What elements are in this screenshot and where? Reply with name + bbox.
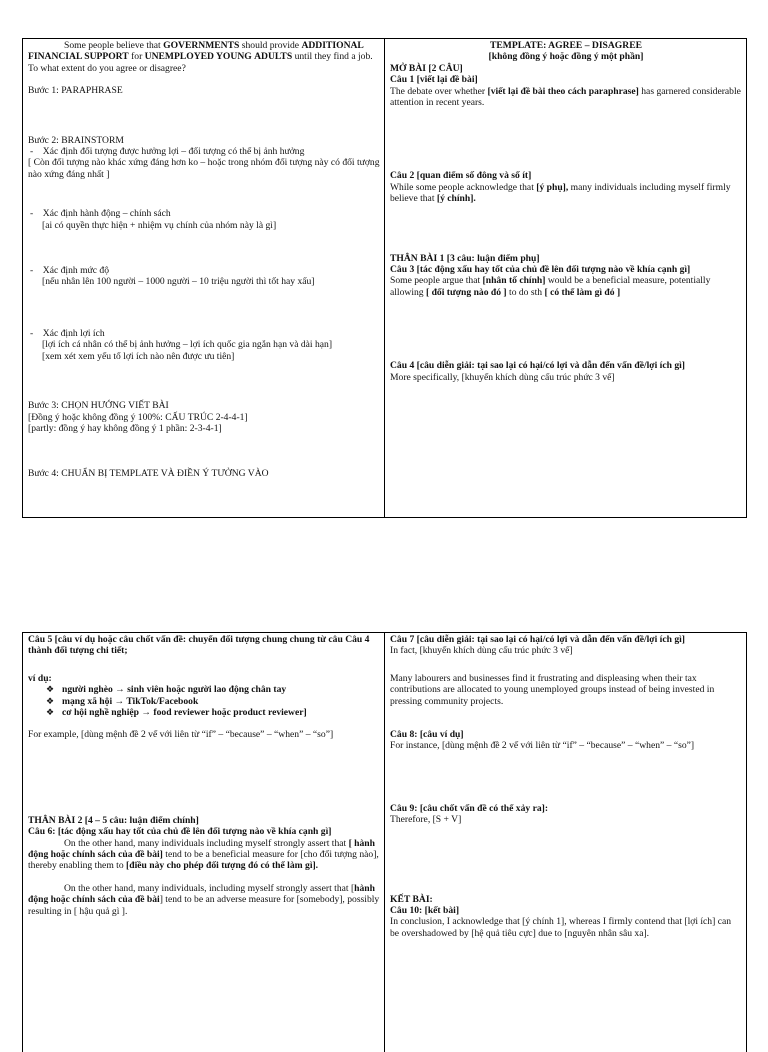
- sentence-7-sample: Many labourers and businesses find it frustrating and displeasing when their tax contributions are allocated to young unemployed groups instead of being invested in pressing community projects.: [390, 672, 715, 707]
- example-label: ví dụ:: [28, 672, 52, 684]
- example-bullet-3: ❖ cơ hội nghề nghiệp → food reviewer hoặc product reviewer]: [46, 707, 307, 719]
- essay-prompt: Some people believe that GOVERNMENTS should provide ADDITIONAL FINANCIAL SUPPORT for UNEMPLOYED YOUNG ADULTS until they find a job. To what extent do you agree or disagree?: [28, 40, 373, 74]
- sentence-4-text: More specifically, [khuyến khích dùng cấu trúc phức 3 vế]: [390, 371, 615, 383]
- sentence-4-heading: Câu 4 [câu diễn giải: tại sao lại có hại/có lợi và dẫn đến vấn đề/lợi ích gì]: [390, 360, 685, 372]
- step-2: Bước 2: BRAINSTORM: [28, 134, 124, 146]
- sentence-1-text: The debate over whether [viết lại đề bài theo cách paraphrase] has garnered considerable attention in recent years.: [390, 85, 741, 109]
- conclusion-heading: KẾT BÀI:: [390, 893, 433, 905]
- sentence-7-text: In fact, [khuyến khích dùng cấu trúc phức 3 vế]: [390, 645, 573, 657]
- sentence-9-heading: Câu 9: [câu chốt vấn đề có thể xảy ra]:: [390, 802, 549, 814]
- bottom-table: [22, 632, 747, 1052]
- step-2-item-b-note: [ai có quyền thực hiện + nhiệm vụ chính của nhóm này là gì]: [42, 219, 277, 231]
- sentence-8-heading: Câu 8: [câu ví dụ]: [390, 729, 464, 741]
- step-2-item-a: - Xác định đối tượng được hưởng lợi – đối tượng có thể bị ảnh hưởng: [30, 146, 305, 158]
- step-2-item-d-note-2: [xem xét xem yếu tố lợi ích nào nên được ưu tiên]: [42, 350, 235, 362]
- sentence-6-heading: Câu 6: [tác động xấu hay tốt của chủ đề lên đối tượng nào về khía cạnh gì]: [28, 826, 332, 838]
- sentence-10-text: In conclusion, I acknowledge that [ý chính 1], whereas I firmly contend that [lợi ích] can be overshadowed by [hệ quả tiêu cực] due to [nguyên nhân sâu xa].: [390, 916, 732, 939]
- sentence-5-heading: Câu 5 [câu ví dụ hoặc câu chốt vấn đề: chuyển đối tượng chung chung từ câu Câu 4 thành đối tượng chi tiết;: [28, 634, 370, 657]
- step-3-option-b: [partly: đồng ý hay không đồng ý 1 phần: 2-3-4-1]: [28, 422, 222, 434]
- step-2-item-c-note: [nếu nhân lên 100 người – 1000 người – 10 triệu người thì tốt hay xấu]: [42, 276, 315, 288]
- sentence-6-paragraph-1: On the other hand, many individuals including myself strongly assert that [ hành động hoặc chính sách của đề bài] tend to be a beneficial measure for [cho đối tượng nào], thereby enabling them to [điều này cho phép đối tượng đó có thể làm gì].: [28, 837, 379, 872]
- sentence-6-paragraph-2: On the other hand, many individuals, including myself strongly assert that [hành động hoặc chính sách của đề bài] tend to be an adverse measure for [somebody], possibly resulting in [ hậu quả gì ].: [28, 882, 380, 917]
- diamond-bullet-icon: ❖: [46, 695, 55, 706]
- example-bullet-2: ❖ mạng xã hội → TikTok/Facebook: [46, 695, 199, 707]
- sentence-2-text: While some people acknowledge that [ý phụ], many individuals including myself firmly believe that [ý chính].: [390, 181, 731, 205]
- sentence-9-text: Therefore, [S + V]: [390, 814, 462, 826]
- diamond-bullet-icon: ❖: [46, 684, 55, 695]
- sentence-5-example: For example, [dùng mệnh đề 2 vế với liên từ “if” – “because” – “when” – “so”]: [28, 729, 334, 741]
- template-title: TEMPLATE: AGREE – DISAGREE: [489, 40, 642, 51]
- intro-heading: MỞ BÀI [2 CÂU]: [390, 62, 463, 74]
- top-right-cell: [385, 39, 746, 517]
- step-3: Bước 3: CHỌN HƯỚNG VIẾT BÀI: [28, 400, 169, 412]
- body-1-heading: THÂN BÀI 1 [3 câu: luận điểm phụ]: [390, 252, 540, 264]
- sentence-2-heading: Câu 2 [quan điểm số đông và số ít]: [390, 170, 532, 182]
- sentence-3-heading: Câu 3 [tác động xấu hay tốt của chủ đề lên đối tượng nào về khía cạnh gì]: [390, 264, 691, 276]
- step-2-item-d-note-1: [lợi ích cá nhân có thể bị ảnh hưởng – lợi ích quốc gia ngắn hạn và dài hạn]: [42, 339, 333, 351]
- sentence-3-text: Some people argue that [nhân tố chính] would be a beneficial measure, potentially allowing [ đối tượng nào đó ] to do sth [ có thể làm gì đó ]: [390, 275, 711, 298]
- step-2-item-d: - Xác định lợi ích: [30, 327, 105, 339]
- body-2-heading: THÂN BÀI 2 [4 – 5 câu: luận điểm chính]: [28, 814, 199, 826]
- bottom-right-cell: [385, 633, 746, 1052]
- sentence-8-text: For instance, [dùng mệnh đề 2 vế với liên từ “if” – “because” – “when” – “so”]: [390, 740, 695, 752]
- step-2-item-b: - Xác định hành động – chính sách: [30, 208, 171, 220]
- sentence-1-heading: Câu 1 [viết lại đề bài]: [390, 74, 478, 86]
- step-1: Bước 1: PARAPHRASE: [28, 85, 123, 97]
- top-left-cell: [23, 39, 385, 517]
- step-2-item-c: - Xác định mức độ: [30, 265, 110, 277]
- sentence-7-heading: Câu 7 [câu diễn giải: tại sao lại có hại/có lợi và dẫn đến vấn đề/lợi ích gì]: [390, 634, 685, 645]
- bottom-left-cell: [23, 633, 385, 1052]
- template-subtitle: [không đồng ý hoặc đồng ý một phần]: [488, 51, 644, 63]
- diamond-bullet-icon: ❖: [46, 707, 55, 718]
- sentence-10-heading: Câu 10: [kết bài]: [390, 905, 460, 917]
- step-2-item-a-note: [ Còn đối tượng nào khác xứng đáng hơn ko – hoặc trong nhóm đối tượng này có đối tượng nào xứng đáng nhất ]: [28, 157, 380, 180]
- step-4: Bước 4: CHUẨN BỊ TEMPLATE VÀ ĐIỀN Ý TƯỞNG VÀO: [28, 468, 269, 480]
- top-table: [22, 38, 747, 518]
- example-bullet-1: ❖ người nghèo → sinh viên hoặc người lao động chân tay: [46, 684, 287, 696]
- step-3-option-a: [Đồng ý hoặc không đồng ý 100%: CẤU TRÚC 2-4-4-1]: [28, 411, 248, 423]
